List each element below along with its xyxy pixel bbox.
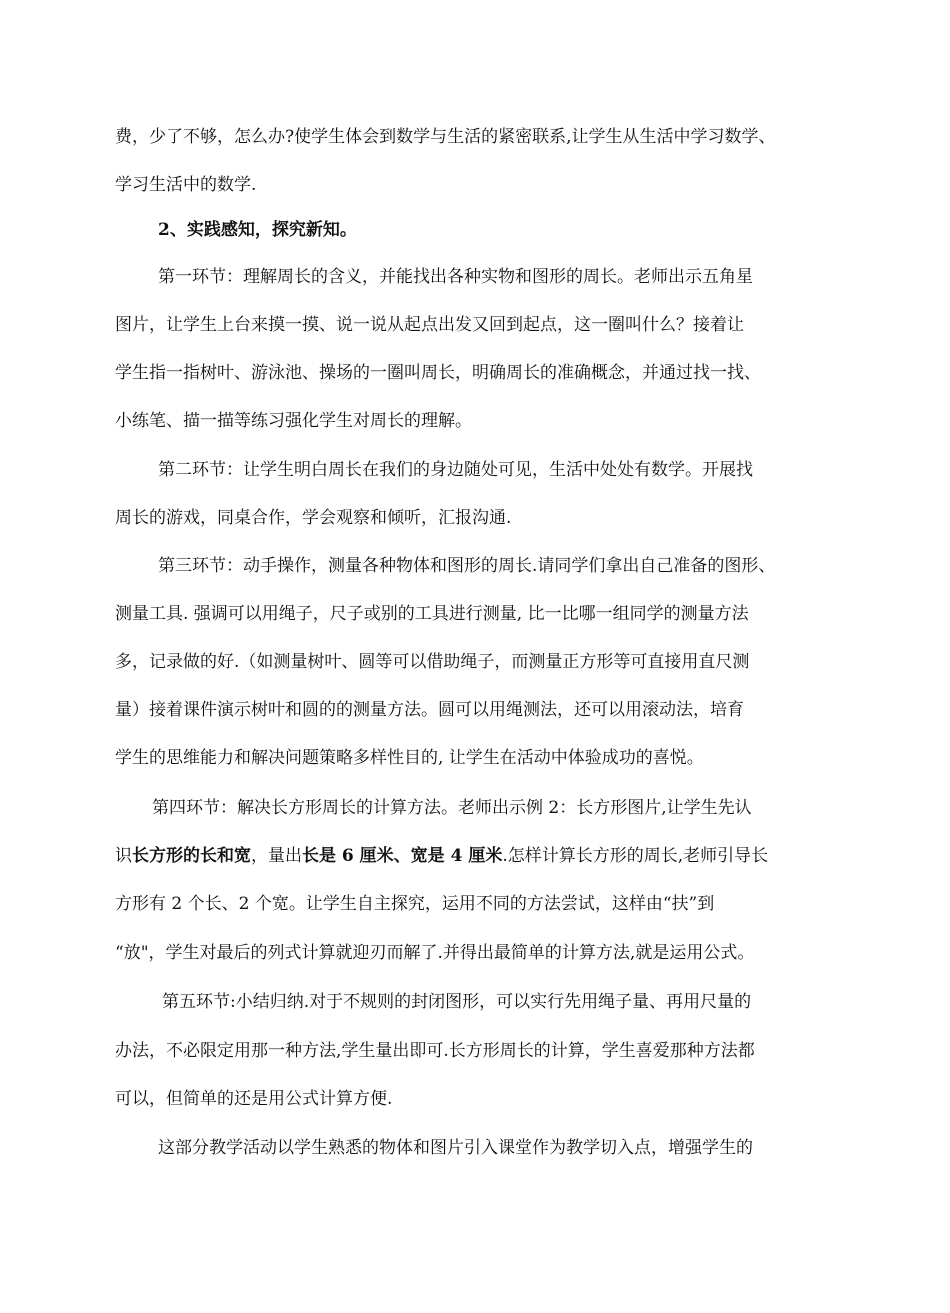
bold-text-run: 长是 6 厘米、宽是 4 厘米	[302, 846, 503, 866]
paragraph-line: 费，少了不够，怎么办?使学生体会到数学与生活的紧密联系,让学生从生活中学习数学、	[115, 127, 776, 147]
paragraph-line: 第三环节：动手操作，测量各种物体和图形的周长.请同学们拿出自己准备的图形、	[158, 556, 776, 576]
paragraph-line: 学生指一指树叶、游泳池、操场的一圈叫周长，明确周长的准确概念，并通过找一找、	[115, 363, 761, 383]
paragraph-line: 第四环节：解决长方形周长的计算方法。老师出示例 2：长方形图片,让学生先认	[152, 798, 752, 818]
text-run: ，量出	[251, 846, 302, 866]
paragraph-line-mixed	[115, 844, 768, 868]
paragraph-line: 学习生活中的数学.	[115, 175, 257, 195]
paragraph-line: 图片，让学生上台来摸一摸、说一说从起点出发又回到起点，这一圈叫什么？接着让	[115, 315, 744, 335]
paragraph-line: 方形有 2 个长、2 个宽。让学生自主探究，运用不同的方法尝试，这样由“扶”到	[115, 894, 715, 914]
paragraph-line: 第一环节：理解周长的含义，并能找出各种实物和图形的周长。老师出示五角星	[158, 267, 753, 287]
paragraph-line: 量）接着课件演示树叶和圆的的测量方法。圆可以用绳测法，还可以用滚动法，培育	[115, 700, 744, 720]
paragraph-line: 办法，不必限定用那一种方法,学生量出即可.长方形周长的计算，学生喜爱那种方法都	[115, 1041, 755, 1061]
paragraph-line: “放"，学生对最后的列式计算就迎刃而解了.并得出最简单的计算方法,就是运用公式。	[115, 943, 755, 963]
paragraph-line: 学生的思维能力和解决问题策略多样性目的, 让学生在活动中体验成功的喜悦。	[115, 748, 704, 768]
text-run: .怎样计算长方形的周长,老师引导长	[502, 846, 769, 866]
paragraph-line: 可以，但简单的还是用公式计算方便.	[115, 1089, 393, 1109]
paragraph-line: 这部分教学活动以学生熟悉的物体和图片引入课堂作为教学切入点，增强学生的	[158, 1138, 753, 1158]
paragraph-line: 测量工具. 强调可以用绳子，尺子或别的工具进行测量, 比一比哪一组同学的测量方法	[115, 604, 749, 624]
section-heading: 2、实践感知，探究新知。	[158, 220, 357, 240]
bold-text-run: 长方形的长和宽	[132, 846, 251, 866]
paragraph-line: 小练笔、描一描等练习强化学生对周长的理解。	[115, 411, 472, 431]
paragraph-line: 第五环节:小结归纳.对于不规则的封闭图形，可以实行先用绳子量、再用尺量的	[162, 992, 752, 1012]
text-run: 识	[115, 846, 132, 866]
paragraph-line: 第二环节：让学生明白周长在我们的身边随处可见，生活中处处有数学。开展找	[158, 460, 753, 480]
paragraph-line: 多，记录做的好.（如测量树叶、圆等可以借助绳子，而测量正方形等可直接用直尺测	[115, 652, 750, 672]
paragraph-line: 周长的游戏，同桌合作，学会观察和倾听，汇报沟通.	[115, 508, 512, 528]
